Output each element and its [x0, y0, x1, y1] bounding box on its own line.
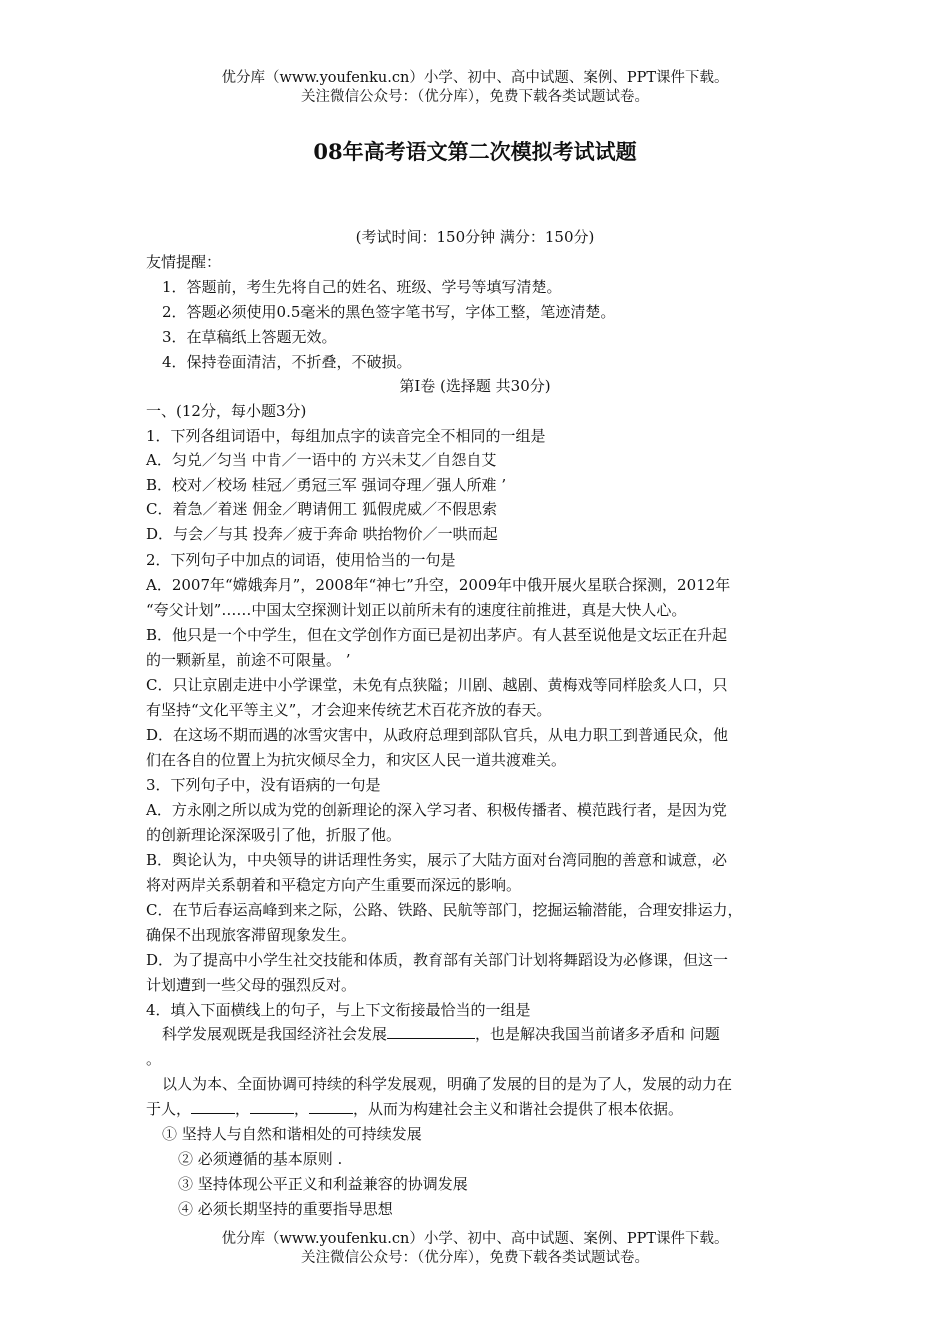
- section-title: 第Ⅰ卷 (选择题 共30分): [399, 377, 551, 395]
- q4-passage-text: ，也是解决我国当前诸多矛盾和 问题: [475, 1025, 720, 1043]
- q3-option-b: B．舆论认为，中央领导的讲话理性务实，展示了大陆方面对台湾同胞的善意和诚意，必: [146, 851, 728, 869]
- q3-stem: 3．下列句子中，没有语病的一句是: [146, 776, 381, 794]
- q4-passage-text: ，从而为构建社会主义和谐社会提供了根本依据。: [353, 1100, 684, 1118]
- q1-option-a: A．匀兑／匀当 中肯／一语中的 方兴未艾／自怨自艾: [146, 451, 497, 469]
- answer-blank[interactable]: [387, 1022, 475, 1039]
- q1-option-d: D．与会／与其 投奔／疲于奔命 哄抬物价／一哄而起: [146, 525, 498, 543]
- answer-blank[interactable]: [191, 1097, 235, 1114]
- q1-option-c: C．着急／着迷 佣金／聘请佣工 狐假虎威／不假思索: [146, 500, 498, 518]
- q3-option-b-cont: 将对两岸关系朝着和平稳定方向产生重要而深远的影响。: [146, 876, 522, 894]
- q3-option-d-cont: 计划遭到一些父母的强烈反对。: [146, 976, 357, 994]
- q2-option-a-cont: “夸父计划”……中国太空探测计划正以前所未有的速度往前推进，真是大快人心。: [146, 601, 687, 619]
- q4-option-2: ② 必须遵循的基本原则 .: [178, 1150, 343, 1168]
- answer-blank[interactable]: [250, 1097, 294, 1114]
- header-line-1: 优分库（www.youfenku.cn）小学、初中、高中试题、案例、PPT课件下载。: [221, 70, 729, 86]
- exam-info: (考试时间：150分钟 满分：150分): [355, 228, 595, 246]
- q3-option-c-cont: 确保不出现旅客滞留现象发生。: [146, 926, 357, 944]
- q4-option-4: ④ 必须长期坚持的重要指导思想: [178, 1200, 393, 1218]
- q2-option-d-cont: 们在各自的位置上为抗灾倾尽全力，和灾区人民一道共渡难关。: [146, 751, 567, 769]
- q4-stem: 4．填入下面横线上的句子，与上下文衔接最恰当的一组是: [146, 1001, 531, 1019]
- q2-option-b: B．他只是一个中学生，但在文学创作方面已是初出茅庐。有人甚至说他是文坛正在升起: [146, 626, 728, 644]
- q4-passage-3: [146, 1097, 683, 1121]
- q2-stem: 2．下列句子中加点的词语，使用恰当的一句是: [146, 551, 456, 569]
- q3-option-c: C．在节后春运高峰到来之际，公路、铁路、民航等部门，挖掘运输潜能，合理安排运力，: [146, 901, 743, 919]
- q1-option-b: B．校对／校场 桂冠／勇冠三军 强词夺理／强人所难 ’: [146, 476, 507, 494]
- page-title: 08年高考语文第二次模拟考试试题: [313, 139, 637, 164]
- q4-separator: ，: [294, 1100, 310, 1118]
- q3-option-a: A．方永刚之所以成为党的创新理论的深入学习者、积极传播者、模范践行者，是因为党: [146, 801, 727, 819]
- q4-separator: ，: [235, 1100, 251, 1118]
- q2-option-c-cont: 有坚持“文化平等主义”，才会迎来传统艺术百花齐放的春天。: [146, 701, 552, 719]
- q4-option-1: ① 坚持人与自然和谐相处的可持续发展: [162, 1125, 422, 1143]
- q2-option-b-cont: 的一颗新星，前途不可限量。 ’: [146, 651, 351, 669]
- footer-line-2: 关注微信公众号：（优分库），免费下载各类试题试卷。: [301, 1250, 649, 1266]
- header-line-2: 关注微信公众号：（优分库），免费下载各类试题试卷。: [301, 89, 649, 105]
- q2-option-a: A．2007年“嫦娥奔月”，2008年“神七”升空，2009年中俄开展火星联合探测，2012年: [146, 576, 731, 594]
- q2-option-c: C．只让京剧走进中小学课堂，未免有点狭隘；川剧、越剧、黄梅戏等同样脍炙人口，只: [146, 676, 728, 694]
- footer-line-1: 优分库（www.youfenku.cn）小学、初中、高中试题、案例、PPT课件下载。: [221, 1231, 729, 1247]
- reminder-item: 2．答题必须使用0.5毫米的黑色签字笔书写，字体工整，笔迹清楚。: [162, 303, 616, 321]
- q4-passage-text: 于人，: [146, 1100, 192, 1118]
- q4-option-3: ③ 坚持体现公平正义和利益兼容的协调发展: [178, 1175, 468, 1193]
- q3-option-d: D．为了提高中小学生社交技能和体质，教育部有关部门计划将舞蹈设为必修课，但这一: [146, 951, 729, 969]
- q4-passage-text: 科学发展观既是我国经济社会发展: [162, 1025, 388, 1043]
- q4-passage-end: 。: [146, 1050, 162, 1068]
- reminder-item: 4．保持卷面清洁，不折叠，不破损。: [162, 353, 412, 371]
- q2-option-d: D．在这场不期而遇的冰雪灾害中，从政府总理到部队官兵，从电力职工到普通民众，他: [146, 726, 729, 744]
- q4-passage-1: [162, 1022, 720, 1046]
- answer-blank[interactable]: [309, 1097, 353, 1114]
- q4-passage-2: 以人为本、全面协调可持续的科学发展观，明确了发展的目的是为了人，发展的动力在: [162, 1075, 733, 1093]
- reminder-item: 3．在草稿纸上答题无效。: [162, 328, 337, 346]
- reminder-title: 友情提醒：: [146, 253, 222, 271]
- q1-stem: 1．下列各组词语中，每组加点字的读音完全不相同的一组是: [146, 427, 546, 445]
- q3-option-a-cont: 的创新理论深深吸引了他，折服了他。: [146, 826, 402, 844]
- part-heading: 一、(12分，每小题3分): [146, 402, 307, 420]
- reminder-item: 1．答题前，考生先将自己的姓名、班级、学号等填写清楚。: [162, 278, 562, 296]
